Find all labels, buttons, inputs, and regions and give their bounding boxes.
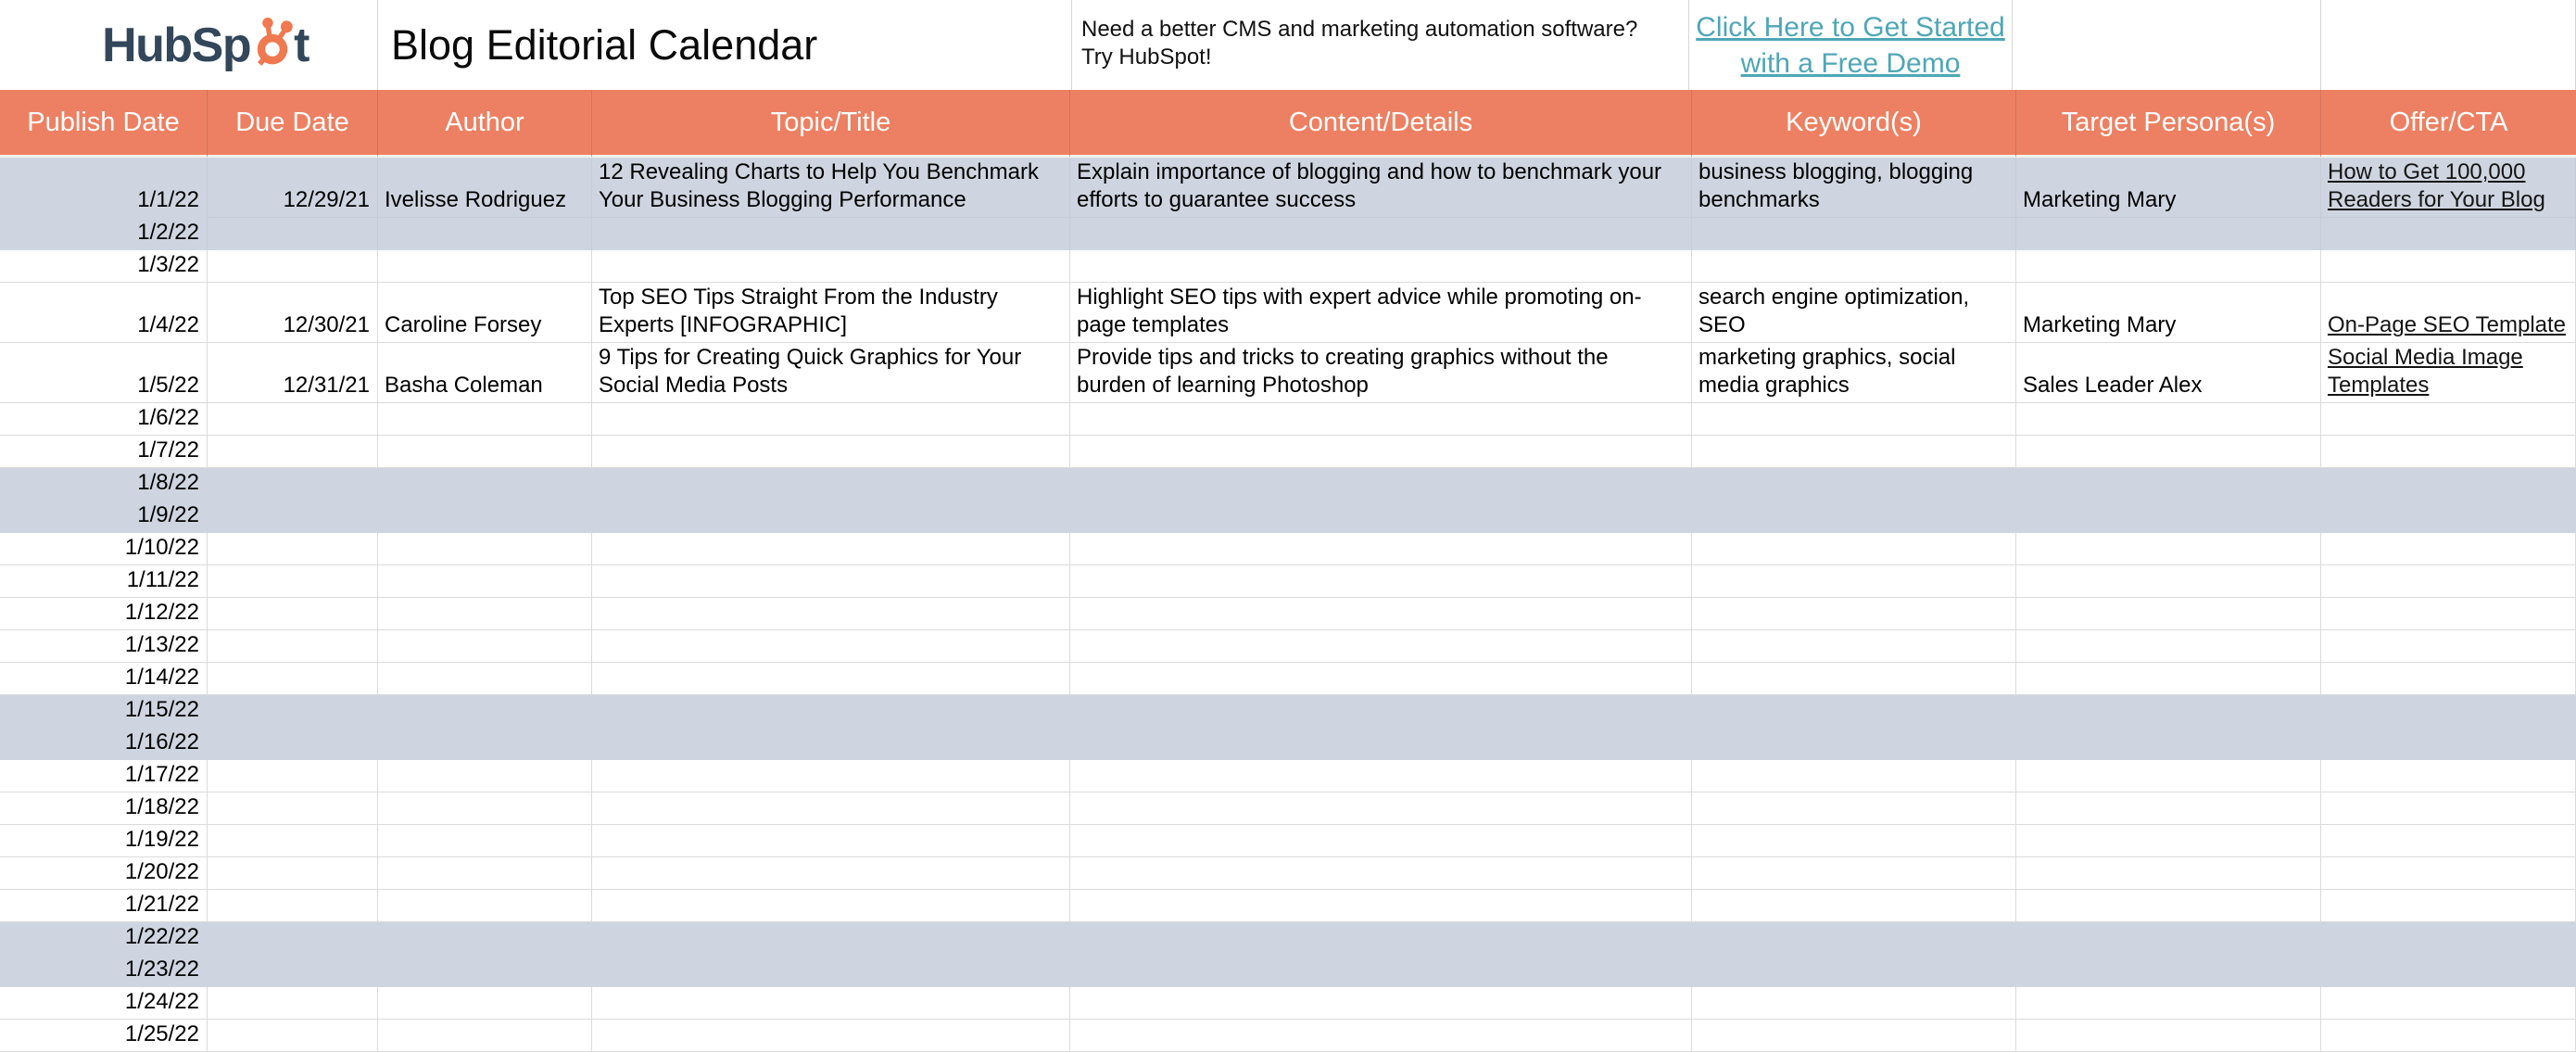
author-cell[interactable] xyxy=(378,857,592,890)
hubspot-sprocket-icon xyxy=(252,16,293,66)
target-persona-cell[interactable] xyxy=(2016,250,2321,283)
calendar-table xyxy=(0,90,2576,1052)
keywords-cell[interactable] xyxy=(1692,663,2016,695)
author-cell[interactable] xyxy=(378,825,592,857)
column-header-keywords[interactable]: Keyword(s) xyxy=(1692,90,2016,158)
table-row xyxy=(0,533,2576,565)
publish-date-cell[interactable]: 1/6/22 xyxy=(0,403,208,436)
publish-date-cell[interactable]: 1/24/22 xyxy=(0,987,208,1020)
topic-title-cell[interactable] xyxy=(592,468,1070,501)
keywords-cell[interactable]: search engine optimization, SEO xyxy=(1692,283,2016,343)
table-row xyxy=(0,695,2576,728)
publish-date-cell[interactable]: 1/16/22 xyxy=(0,728,208,760)
publish-date-cell[interactable]: 1/23/22 xyxy=(0,955,208,987)
publish-date-cell[interactable]: 1/15/22 xyxy=(0,695,208,728)
publish-date-cell[interactable]: 1/19/22 xyxy=(0,825,208,857)
keywords-cell[interactable] xyxy=(1692,250,2016,283)
topic-title-cell[interactable] xyxy=(592,598,1070,630)
table-row xyxy=(0,825,2576,857)
offer-cta-cell[interactable] xyxy=(2321,857,2576,890)
keywords-cell[interactable] xyxy=(1692,987,2016,1020)
content-details-cell[interactable] xyxy=(1070,663,1692,695)
content-details-cell[interactable] xyxy=(1070,922,1692,955)
content-details-cell[interactable]: Explain importance of blogging and how to benchmark your efforts to guarantee success xyxy=(1070,158,1692,218)
title-cell[interactable] xyxy=(378,0,1072,90)
target-persona-cell[interactable] xyxy=(2016,468,2321,501)
due-date-cell[interactable]: 12/29/21 xyxy=(208,158,378,218)
due-date-cell[interactable] xyxy=(208,598,378,630)
author-cell[interactable] xyxy=(378,955,592,987)
offer-cta-cell[interactable] xyxy=(2321,468,2576,501)
target-persona-cell[interactable]: Marketing Mary xyxy=(2016,283,2321,343)
table-row xyxy=(0,760,2576,792)
author-cell[interactable] xyxy=(378,468,592,501)
content-details-cell[interactable] xyxy=(1070,533,1692,565)
author-cell[interactable] xyxy=(378,630,592,663)
publish-date-cell[interactable]: 1/10/22 xyxy=(0,533,208,565)
topic-title-cell[interactable] xyxy=(592,1020,1070,1052)
empty-top-cell-2[interactable] xyxy=(2321,0,2576,90)
due-date-cell[interactable] xyxy=(208,630,378,663)
offer-link[interactable]: Social Media Image Templates xyxy=(2328,345,2523,398)
target-persona-cell[interactable] xyxy=(2016,792,2321,825)
target-persona-cell[interactable] xyxy=(2016,565,2321,598)
offer-cta-cell[interactable] xyxy=(2321,218,2576,250)
content-details-cell[interactable] xyxy=(1070,630,1692,663)
logo-cell xyxy=(0,0,378,90)
author-cell[interactable] xyxy=(378,598,592,630)
target-persona-cell[interactable] xyxy=(2016,533,2321,565)
table-row xyxy=(0,630,2576,663)
target-persona-cell[interactable] xyxy=(2016,890,2321,922)
publish-date-cell[interactable]: 1/25/22 xyxy=(0,1020,208,1052)
due-date-cell[interactable] xyxy=(208,890,378,922)
offer-cta-cell[interactable] xyxy=(2321,890,2576,922)
topic-title-cell[interactable] xyxy=(592,728,1070,760)
offer-cta-cell[interactable] xyxy=(2321,825,2576,857)
top-info-row xyxy=(0,0,2576,90)
cta-cell xyxy=(1689,0,2013,90)
target-persona-cell[interactable] xyxy=(2016,403,2321,436)
table-body xyxy=(0,158,2576,1052)
offer-cta-cell[interactable] xyxy=(2321,565,2576,598)
topic-title-cell[interactable]: Top SEO Tips Straight From the Industry Experts [INFOGRAPHIC] xyxy=(592,283,1070,343)
table-row xyxy=(0,792,2576,825)
topic-title-cell[interactable] xyxy=(592,987,1070,1020)
table-row xyxy=(0,283,2576,343)
content-details-cell[interactable] xyxy=(1070,250,1692,283)
publish-date-cell[interactable]: 1/12/22 xyxy=(0,598,208,630)
topic-title-cell[interactable] xyxy=(592,533,1070,565)
content-details-cell[interactable] xyxy=(1070,857,1692,890)
table-row xyxy=(0,1020,2576,1052)
offer-cta-cell[interactable] xyxy=(2321,436,2576,468)
offer-cta-cell[interactable] xyxy=(2321,922,2576,955)
topic-title-cell[interactable] xyxy=(592,825,1070,857)
offer-cta-cell[interactable] xyxy=(2321,403,2576,436)
due-date-cell[interactable] xyxy=(208,792,378,825)
content-details-cell[interactable] xyxy=(1070,825,1692,857)
topic-title-cell[interactable]: 12 Revealing Charts to Help You Benchmark Your Business Blogging Performance xyxy=(592,158,1070,218)
promo-line-1: Need a better CMS and marketing automation software? xyxy=(1081,16,1638,42)
author-cell[interactable]: Caroline Forsey xyxy=(378,283,592,343)
author-cell[interactable]: Ivelisse Rodriguez xyxy=(378,158,592,218)
publish-date-cell[interactable]: 1/2/22 xyxy=(0,218,208,250)
logo-text-after: t xyxy=(294,18,309,72)
author-cell[interactable] xyxy=(378,922,592,955)
header-row xyxy=(0,90,2576,158)
offer-link[interactable]: On-Page SEO Template xyxy=(2328,312,2567,337)
content-details-cell[interactable] xyxy=(1070,598,1692,630)
content-details-cell[interactable]: Highlight SEO tips with expert advice while promoting on-page templates xyxy=(1070,283,1692,343)
offer-link[interactable]: How to Get 100,000 Readers for Your Blog xyxy=(2328,159,2545,212)
due-date-cell[interactable] xyxy=(208,987,378,1020)
due-date-cell[interactable] xyxy=(208,565,378,598)
keywords-cell[interactable] xyxy=(1692,598,2016,630)
cta-line-2: with a Free Demo xyxy=(1740,47,1961,79)
table-row xyxy=(0,922,2576,955)
due-date-cell[interactable] xyxy=(208,825,378,857)
offer-cta-cell[interactable] xyxy=(2321,283,2576,343)
publish-date-cell[interactable]: 1/8/22 xyxy=(0,468,208,501)
publish-date-cell[interactable]: 1/14/22 xyxy=(0,663,208,695)
target-persona-cell[interactable] xyxy=(2016,922,2321,955)
topic-title-cell[interactable] xyxy=(592,922,1070,955)
keywords-cell[interactable] xyxy=(1692,728,2016,760)
keywords-cell[interactable] xyxy=(1692,403,2016,436)
content-details-cell[interactable] xyxy=(1070,890,1692,922)
keywords-cell[interactable] xyxy=(1692,792,2016,825)
table-row xyxy=(0,857,2576,890)
author-cell[interactable] xyxy=(378,1020,592,1052)
keywords-cell[interactable] xyxy=(1692,760,2016,792)
table-row xyxy=(0,468,2576,501)
topic-title-cell[interactable] xyxy=(592,218,1070,250)
target-persona-cell[interactable] xyxy=(2016,1020,2321,1052)
due-date-cell[interactable] xyxy=(208,1020,378,1052)
publish-date-cell[interactable]: 1/13/22 xyxy=(0,630,208,663)
keywords-cell[interactable] xyxy=(1692,695,2016,728)
offer-cta-cell[interactable] xyxy=(2321,343,2576,403)
author-cell[interactable]: Basha Coleman xyxy=(378,343,592,403)
target-persona-cell[interactable] xyxy=(2016,436,2321,468)
topic-title-cell[interactable] xyxy=(592,250,1070,283)
content-details-cell[interactable] xyxy=(1070,565,1692,598)
topic-title-cell[interactable] xyxy=(592,695,1070,728)
column-header-author[interactable]: Author xyxy=(378,90,592,158)
offer-cta-cell[interactable] xyxy=(2321,987,2576,1020)
table-row xyxy=(0,565,2576,598)
promo-cell[interactable] xyxy=(1072,0,1689,90)
content-details-cell[interactable] xyxy=(1070,987,1692,1020)
author-cell[interactable] xyxy=(378,436,592,468)
target-persona-cell[interactable] xyxy=(2016,695,2321,728)
target-persona-cell[interactable] xyxy=(2016,728,2321,760)
keywords-cell[interactable]: marketing graphics, social media graphics xyxy=(1692,343,2016,403)
due-date-cell[interactable] xyxy=(208,955,378,987)
topic-title-cell[interactable] xyxy=(592,501,1070,533)
publish-date-cell[interactable]: 1/3/22 xyxy=(0,250,208,283)
table-row xyxy=(0,598,2576,630)
publish-date-cell[interactable]: 1/21/22 xyxy=(0,890,208,922)
publish-date-cell[interactable]: 1/17/22 xyxy=(0,760,208,792)
keywords-cell[interactable] xyxy=(1692,436,2016,468)
table-row xyxy=(0,436,2576,468)
column-header-content[interactable]: Content/Details xyxy=(1070,90,1692,158)
table-row xyxy=(0,663,2576,695)
target-persona-cell[interactable] xyxy=(2016,630,2321,663)
table-row xyxy=(0,890,2576,922)
due-date-cell[interactable] xyxy=(208,533,378,565)
content-details-cell[interactable]: Provide tips and tricks to creating graphics without the burden of learning Photoshop xyxy=(1070,343,1692,403)
content-details-cell[interactable] xyxy=(1070,955,1692,987)
target-persona-cell[interactable] xyxy=(2016,218,2321,250)
offer-cta-cell[interactable] xyxy=(2321,955,2576,987)
due-date-cell[interactable] xyxy=(208,695,378,728)
author-cell[interactable] xyxy=(378,403,592,436)
keywords-cell[interactable] xyxy=(1692,890,2016,922)
publish-date-cell[interactable]: 1/18/22 xyxy=(0,792,208,825)
target-persona-cell[interactable] xyxy=(2016,857,2321,890)
publish-date-cell[interactable]: 1/9/22 xyxy=(0,501,208,533)
author-cell[interactable] xyxy=(378,218,592,250)
keywords-cell[interactable] xyxy=(1692,825,2016,857)
offer-cta-cell[interactable] xyxy=(2321,501,2576,533)
keywords-cell[interactable]: business blogging, blogging benchmarks xyxy=(1692,158,2016,218)
calendar-table-header xyxy=(0,90,2576,158)
publish-date-cell[interactable]: 1/4/22 xyxy=(0,283,208,343)
due-date-cell[interactable] xyxy=(208,403,378,436)
free-demo-link[interactable] xyxy=(1696,9,2004,82)
due-date-cell[interactable] xyxy=(208,760,378,792)
topic-title-cell[interactable] xyxy=(592,403,1070,436)
keywords-cell[interactable] xyxy=(1692,630,2016,663)
due-date-cell[interactable]: 12/30/21 xyxy=(208,283,378,343)
publish-date-cell[interactable]: 1/5/22 xyxy=(0,343,208,403)
target-persona-cell[interactable] xyxy=(2016,598,2321,630)
content-details-cell[interactable] xyxy=(1070,218,1692,250)
topic-title-cell[interactable] xyxy=(592,792,1070,825)
author-cell[interactable] xyxy=(378,760,592,792)
promo-line-2: Try HubSpot! xyxy=(1081,44,1212,70)
table-row xyxy=(0,250,2576,283)
offer-cta-cell[interactable] xyxy=(2321,663,2576,695)
due-date-cell[interactable] xyxy=(208,468,378,501)
content-details-cell[interactable] xyxy=(1070,695,1692,728)
target-persona-cell[interactable] xyxy=(2016,825,2321,857)
publish-date-cell[interactable]: 1/7/22 xyxy=(0,436,208,468)
offer-cta-cell[interactable] xyxy=(2321,760,2576,792)
due-date-cell[interactable] xyxy=(208,663,378,695)
publish-date-cell[interactable]: 1/11/22 xyxy=(0,565,208,598)
offer-cta-cell[interactable] xyxy=(2321,695,2576,728)
due-date-cell[interactable] xyxy=(208,218,378,250)
keywords-cell[interactable] xyxy=(1692,1020,2016,1052)
author-cell[interactable] xyxy=(378,792,592,825)
table-row xyxy=(0,158,2576,218)
author-cell[interactable] xyxy=(378,250,592,283)
offer-cta-cell[interactable] xyxy=(2321,630,2576,663)
due-date-cell[interactable] xyxy=(208,922,378,955)
due-date-cell[interactable] xyxy=(208,436,378,468)
column-header-offer[interactable]: Offer/CTA xyxy=(2321,90,2576,158)
keywords-cell[interactable] xyxy=(1692,501,2016,533)
target-persona-cell[interactable] xyxy=(2016,663,2321,695)
keywords-cell[interactable] xyxy=(1692,922,2016,955)
author-cell[interactable] xyxy=(378,501,592,533)
table-row xyxy=(0,955,2576,987)
due-date-cell[interactable]: 12/31/21 xyxy=(208,343,378,403)
content-details-cell[interactable] xyxy=(1070,1020,1692,1052)
topic-title-cell[interactable] xyxy=(592,565,1070,598)
table-row xyxy=(0,987,2576,1020)
content-details-cell[interactable] xyxy=(1070,728,1692,760)
target-persona-cell[interactable] xyxy=(2016,987,2321,1020)
publish-date-cell[interactable]: 1/20/22 xyxy=(0,857,208,890)
content-details-cell[interactable] xyxy=(1070,760,1692,792)
offer-cta-cell[interactable] xyxy=(2321,250,2576,283)
author-cell[interactable] xyxy=(378,663,592,695)
empty-top-cell-1[interactable] xyxy=(2013,0,2321,90)
content-details-cell[interactable] xyxy=(1070,501,1692,533)
topic-title-cell[interactable] xyxy=(592,955,1070,987)
target-persona-cell[interactable]: Marketing Mary xyxy=(2016,158,2321,218)
column-header-topic[interactable]: Topic/Title xyxy=(592,90,1070,158)
topic-title-cell[interactable] xyxy=(592,890,1070,922)
content-details-cell[interactable] xyxy=(1070,436,1692,468)
keywords-cell[interactable] xyxy=(1692,565,2016,598)
offer-cta-cell[interactable] xyxy=(2321,598,2576,630)
table-row xyxy=(0,343,2576,403)
author-cell[interactable] xyxy=(378,695,592,728)
promo-text xyxy=(1081,16,1637,71)
offer-cta-cell[interactable] xyxy=(2321,728,2576,760)
keywords-cell[interactable] xyxy=(1692,533,2016,565)
publish-date-cell[interactable]: 1/1/22 xyxy=(0,158,208,218)
column-header-persona[interactable]: Target Persona(s) xyxy=(2016,90,2321,158)
due-date-cell[interactable] xyxy=(208,501,378,533)
due-date-cell[interactable] xyxy=(208,250,378,283)
author-cell[interactable] xyxy=(378,533,592,565)
topic-title-cell[interactable] xyxy=(592,760,1070,792)
table-row xyxy=(0,403,2576,436)
logo-text-before: HubSp xyxy=(102,18,251,72)
table-row xyxy=(0,501,2576,533)
topic-title-cell[interactable] xyxy=(592,630,1070,663)
due-date-cell[interactable] xyxy=(208,857,378,890)
keywords-cell[interactable] xyxy=(1692,468,2016,501)
keywords-cell[interactable] xyxy=(1692,857,2016,890)
due-date-cell[interactable] xyxy=(208,728,378,760)
author-cell[interactable] xyxy=(378,565,592,598)
topic-title-cell[interactable] xyxy=(592,663,1070,695)
author-cell[interactable] xyxy=(378,987,592,1020)
offer-cta-cell[interactable] xyxy=(2321,792,2576,825)
offer-cta-cell[interactable] xyxy=(2321,1020,2576,1052)
column-header-due-date[interactable]: Due Date xyxy=(208,90,378,158)
content-details-cell[interactable] xyxy=(1070,468,1692,501)
offer-cta-cell[interactable] xyxy=(2321,533,2576,565)
keywords-cell[interactable] xyxy=(1692,955,2016,987)
publish-date-cell[interactable]: 1/22/22 xyxy=(0,922,208,955)
topic-title-cell[interactable] xyxy=(592,857,1070,890)
topic-title-cell[interactable] xyxy=(592,436,1070,468)
offer-cta-cell[interactable] xyxy=(2321,158,2576,218)
author-cell[interactable] xyxy=(378,890,592,922)
hubspot-logo xyxy=(102,16,309,75)
page-title: Blog Editorial Calendar xyxy=(391,20,818,69)
target-persona-cell[interactable] xyxy=(2016,955,2321,987)
author-cell[interactable] xyxy=(378,728,592,760)
target-persona-cell[interactable] xyxy=(2016,760,2321,792)
column-header-publish-date[interactable]: Publish Date xyxy=(0,90,208,158)
keywords-cell[interactable] xyxy=(1692,218,2016,250)
content-details-cell[interactable] xyxy=(1070,403,1692,436)
table-row xyxy=(0,218,2576,250)
topic-title-cell[interactable]: 9 Tips for Creating Quick Graphics for Your Social Media Posts xyxy=(592,343,1070,403)
table-row xyxy=(0,728,2576,760)
target-persona-cell[interactable] xyxy=(2016,501,2321,533)
target-persona-cell[interactable]: Sales Leader Alex xyxy=(2016,343,2321,403)
cta-line-1: Click Here to Get Started xyxy=(1696,11,2005,43)
content-details-cell[interactable] xyxy=(1070,792,1692,825)
